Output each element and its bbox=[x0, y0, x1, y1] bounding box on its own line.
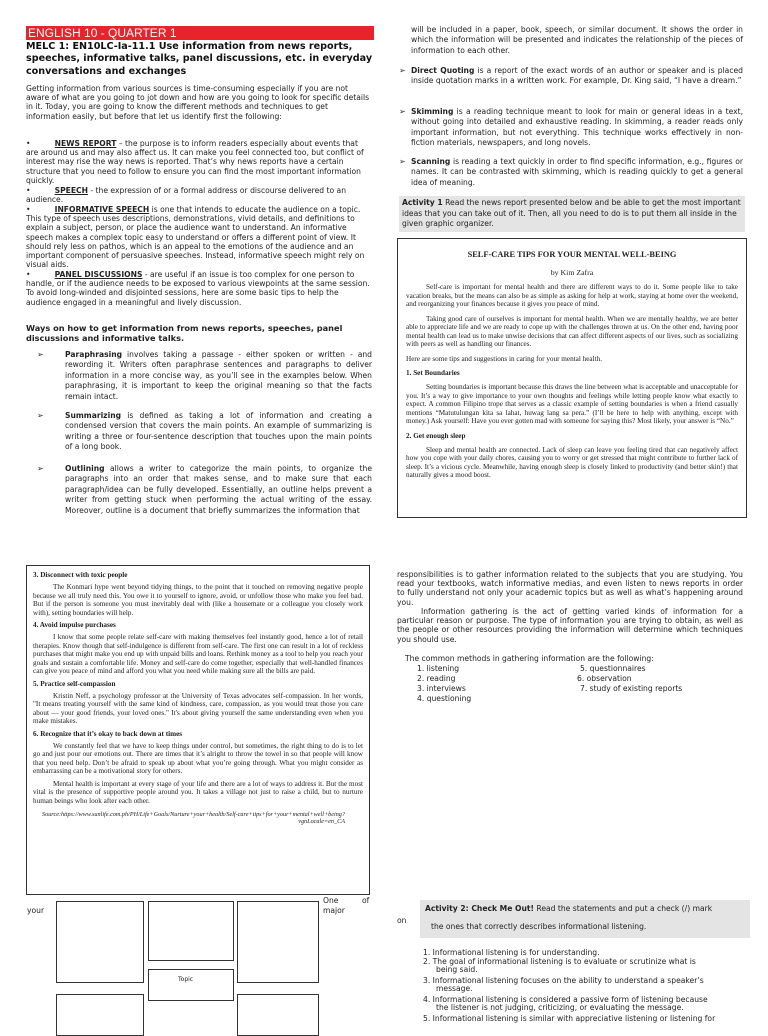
term-label: NEWS REPORT bbox=[54, 139, 117, 148]
activity-1-instructions bbox=[399, 196, 745, 232]
method-summarizing bbox=[26, 411, 372, 453]
activity-2-label: Activity 2: Check Me Out! bbox=[425, 904, 534, 913]
article-paragraph: Here are some tips and suggestions in caring for your mental health. bbox=[406, 354, 603, 363]
organizer-text-major: major bbox=[323, 906, 345, 915]
method-paraphrasing bbox=[26, 350, 372, 402]
definition-text: is one that intends to educate the audience on a topic. This type of speech uses descriptions, demonstrations, vivid details, and definitions to explain a subject, person, or place the audience want to understand. An informative speech makes a complex topic easy to understand or offers a different point of view. It should rely less on pathos, which is an appeal to the emotions of the audience and an important component of persuasive speeches. Instead, informative speech might rely on visual aids. bbox=[26, 205, 365, 270]
organizer-text-one: One bbox=[323, 896, 339, 905]
article-paragraph: The Konmari hype went beyond tidying things, to the point that it touched on removing negative people because we all truly need this. You owe it to yourself to ignore, avoid, or unfollow those who make you feel bad. But if the person is someone you must inevitably deal with (like a housemate or a colleague you closely work with), setting boundaries will help. bbox=[33, 583, 363, 617]
method-list-item: 6. observation bbox=[577, 674, 632, 683]
definition-text: - are useful if an issue is too complex for one person to handle, or if the audience needs to be exposed to various viewpoints at the same session. To avoid long-winded and disjointed sessions, here are some basic tips to help the audience engaged in a meaningful and lively discussion. bbox=[26, 270, 370, 307]
organizer-box-2[interactable] bbox=[148, 901, 234, 961]
arrow-bullet-icon: ➢ bbox=[399, 107, 406, 116]
term-label: Direct Quoting bbox=[411, 66, 475, 75]
method-text: allows a writer to categorize the main points, to organize the paragraphs into an order that makes sense, and to make sure that each paragraph/idea can be fully developed. Essentially, an outline helps prevent a writer from getting stuck when performing the actual writing of the essay. Moreover, outline is a document that briefly summarizes the information that bbox=[65, 464, 372, 515]
method-skimming bbox=[397, 107, 743, 149]
article-paragraph: Mental health is important at every stage of your life and there are a lot of ways to address it. But the most vital is the presence of supportive people around you. It takes a village not just to raise a child, but to nurture human beings who look after each other. bbox=[33, 779, 363, 805]
outline-continuation: will be included in a paper, book, speech, or similar document. It shows the order in which the information will be presented and indicates the relationship of the pieces of information to each other. bbox=[411, 25, 743, 55]
method-text: is a report of the exact words of an author or speaker and is placed inside quotation marks in a written work. For example, Dr. King said, “I have a dream.” bbox=[411, 66, 743, 86]
article-subheading: 2. Get enough sleep bbox=[406, 431, 466, 440]
news-article-continued-box bbox=[26, 565, 370, 895]
article-byline: by Kim Zafra bbox=[550, 268, 594, 277]
organizer-box-1[interactable] bbox=[56, 901, 144, 983]
method-list-item: 7. study of existing reports bbox=[580, 684, 683, 693]
statement-item[interactable] bbox=[423, 958, 743, 975]
method-text: is reading a text quickly in order to find specific information, e.g., figures or names. It can be contrasted with skimming, which is reading quickly to get a general idea of meaning. bbox=[411, 157, 743, 187]
intro-paragraph: Getting information from various sources is time-consuming especially if you are not aware of what are you going to jot down and how are you going to look for specific details in it. Today, you are going to know the different methods and techniques to get information easily, but before that let us identify first the following: bbox=[26, 84, 370, 121]
definition-text: - the expression of or a formal address or discourse delivered to an audience. bbox=[26, 186, 347, 205]
term-label: Summarizing bbox=[65, 411, 122, 420]
article-subheading: 3. Disconnect with toxic people bbox=[33, 571, 128, 579]
article-paragraph: Sleep and mental health are connected. Lack of sleep can leave you feeling tired that can negatively affect how you cope with your daily chores, causing you to worry or get stressed that might contribute to further lack of sleep. It’s a vicious cycle. Meanwhile, having enough sleep is closely linked to productivity (and better skin!) that naturally gives a mood boost. bbox=[406, 445, 738, 479]
article-source: Source:https://www.sunlife.com.ph/PH/Life+Goals/Nurture+your+health/Self-care+tips+for+your+mental+well+being?vgnLocale=en_CA bbox=[42, 811, 345, 826]
arrow-bullet-icon: ➢ bbox=[37, 464, 44, 473]
organizer-box-3[interactable] bbox=[237, 901, 319, 983]
arrow-bullet-icon: ➢ bbox=[37, 350, 44, 359]
statement-item[interactable] bbox=[423, 996, 743, 1013]
article-paragraph: We constantly feel that we have to keep things under control, but sometimes, the right thing to do is to let go and just pour our emotions out. There are times that it’s alright to throw the towel in so that people will know that you need help. Don’t be afraid to speak up about what you’re going through. What you might consider as embarrassing can be a motivational story for others. bbox=[33, 741, 363, 775]
article-subheading: 5. Practice self-compassion bbox=[33, 679, 116, 688]
article-subheading: 4. Avoid impulse purchases bbox=[33, 621, 116, 629]
organizer-topic-label: Topic bbox=[178, 976, 194, 983]
method-text: involves taking a passage - either spoken or written - and rewording it. Writers often paraphrase sentences and paragraphs to deliver information in a more concise way, as you’ll see in the examples below. When paraphrasing, it is important to keep the original meaning so that the facts remain intact. bbox=[65, 350, 372, 401]
article-paragraph: Self-care is important for mental health and there are different ways to do it. Some people like to take vacation breaks, but the means can also be as simple as asking for help at work, staying at home over the weekend, and reorganizing your finances because it gives you peace of mind. bbox=[406, 283, 738, 308]
article-subheading: 6. Recognize that it’s okay to back down at times bbox=[33, 729, 183, 738]
arrow-bullet-icon: ➢ bbox=[37, 411, 44, 420]
method-direct-quoting bbox=[397, 66, 743, 87]
information-gathering-paragraph: Information gathering is the act of getting varied kinds of information for a particular reason or purpose. The type of information you are trying to obtain, as well as the people or other resources providing the information will determine which techniques you should use. bbox=[397, 607, 743, 644]
method-text: is defined as taking a lot of information and creating a condensed version that covers the main points. An example of summarizing is writing a three or four-sentence description that touches upon the main points of a long book. bbox=[65, 411, 372, 452]
melc-heading: MELC 1: EN10LC-Ia-11.1 Use information from news reports, speeches, informative talks, panel discussions, etc. in everyday conversations and exchanges bbox=[26, 41, 373, 77]
activity-1-text: Read the news report presented below and be able to get the most important ideas that you can take out of it. Then, all you need to do is to put them all inside in the given graphic organizer. bbox=[402, 198, 741, 229]
definition-speech: • SPEECH - the expression of or a formal address or discourse delivered to an audience. bbox=[26, 186, 347, 205]
statement-text-continued: message. bbox=[436, 984, 473, 994]
statement-text: 1. Informational listening is for understanding. bbox=[423, 948, 600, 957]
arrow-bullet-icon: ➢ bbox=[399, 66, 406, 75]
statement-text-continued: the listener is not judging, criticizing, or evaluating the message. bbox=[436, 1003, 684, 1013]
responsibilities-paragraph: responsibilities is to gather information related to the subjects that you are studying. You read your textbooks, watch informative medias, and even listen to news reports in order to fully understand not only your academic topics but as well as what’s happening around you. bbox=[397, 570, 743, 607]
term-label: PANEL DISCUSSIONS bbox=[54, 270, 143, 279]
article-paragraph: I know that some people relate self-care with making themselves feel instantly good, hence a lot of retail therapies. Know though that self-indulgence is different from self-care. The first one can result in a lot of reckless purchases that might make you end up with unpaid bills and loans. Rethink money as a tool to help you reach your goals and sustain a comfortable life. Money and self-care do come together, especially that well-handled finances can give you peace of mind and afford you what you need while making sure all the bills are paid. bbox=[33, 633, 363, 675]
activity-2-instructions bbox=[420, 900, 750, 938]
article-paragraph: Kristin Neff, a psychology professor at the University of Texas advocates self-compassion. In her words, "It means treating yourself with the same kind of kindness, care, compassion, as you would treat those you care about — your good friends, your loved ones." It's about giving yourself the same understanding even when you make mistakes. bbox=[33, 691, 363, 725]
common-methods-intro: The common methods in gathering information are the following: bbox=[405, 654, 654, 663]
method-list-item: 4. questioning bbox=[417, 694, 472, 703]
method-scanning bbox=[397, 157, 743, 188]
definition-panel-discussions: • PANEL DISCUSSIONS - are useful if an issue is too complex for one person to handle, or if the audience needs to be exposed to various viewpoints at the same session. To avoid long-winded and disjointed sessions, here are some basic tips to help the audience engaged in a meaningful and lively discussion. bbox=[26, 270, 370, 307]
term-label: Skimming bbox=[411, 107, 454, 116]
organizer-topic-box[interactable] bbox=[148, 969, 234, 1001]
method-list-item: 1. listening bbox=[417, 664, 460, 673]
statement-text: 4. Informational listening is considered a passive form of listening because bbox=[423, 995, 708, 1004]
term-label: Scanning bbox=[411, 157, 451, 166]
term-label: INFORMATIVE SPEECH bbox=[54, 205, 150, 214]
organizer-box-5[interactable] bbox=[237, 994, 319, 1036]
activity-2-text: Read the statements and put a check (/) mark bbox=[533, 904, 713, 913]
definition-news-report: • NEWS REPORT – the purpose is to inform readers especially about events that are around us and may also affect us. It can make you feel connected too, but conflict of interest may rise the way news is reported. That’s why news reports have a certain structure that you need to follow to ensure you can find the most important information quickly. bbox=[26, 139, 364, 185]
method-list-item: 3. interviews bbox=[417, 684, 466, 693]
news-article-box bbox=[397, 238, 747, 518]
statement-text-continued: being said. bbox=[436, 965, 478, 975]
term-label: Outlining bbox=[65, 464, 105, 473]
ways-heading: Ways on how to get information from news reports, speeches, panel discussions and informative talks. bbox=[26, 323, 343, 344]
method-list-item: 2. reading bbox=[417, 674, 456, 683]
term-label: SPEECH bbox=[54, 186, 88, 195]
article-paragraph: Setting boundaries is important because this draws the line between what is acceptable and unacceptable for you. It’s a way to give importance to your own thoughts and feelings while letting people know what exactly to expect. A common Filipino trope that serves as a classic example of setting boundaries is when a friend casually mentions “Matutulungan kita sa lahat, huwag lang sa pera.” (I’ll be here to help with anything, except with money.) Ask yourself: Have you ever gotten mad with someone for saying this? Most likely, your answer is “No.” bbox=[406, 383, 738, 425]
article-paragraph: Taking good care of ourselves is important for mental health. When we are mentally healthy, we are better able to appreciate life and we are ready to cope up with the challenges thrown at us. On the other end, having poor mental health can lead us to make unwise decisions that can affect different aspects of our lives, such as socializing with peers as well as handling our finances. bbox=[406, 314, 738, 348]
article-title: SELF-CARE TIPS FOR YOUR MENTAL WELL-BEING bbox=[467, 250, 677, 259]
organizer-box-4[interactable] bbox=[56, 994, 144, 1036]
activity-2-text-line2: the ones that correctly describes informational listening. bbox=[431, 922, 647, 931]
method-list-item: 5. questionnaires bbox=[580, 664, 646, 673]
article-subheading: 1. Set Boundaries bbox=[406, 369, 460, 377]
organizer-text-your: your bbox=[27, 906, 45, 915]
organizer-text-of: of bbox=[362, 896, 370, 905]
method-text: is a reading technique meant to look for main or general ideas in a text, without going into detailed and exhaustive reading. In skimming, a reader reads only important information, but not everything. This technique works effectively in non-fiction materials, newspapers, and long novels. bbox=[411, 107, 743, 148]
statement-text: 5. Informational listening is similar with appreciative listening or listening for bbox=[423, 1014, 716, 1023]
statement-item[interactable] bbox=[423, 1015, 743, 1023]
definition-text: – the purpose is to inform readers especially about events that are around us and may also affect us. It can make you feel connected too, but conflict of interest may rise the way news is reported. That’s why news reports have a certain structure that you need to follow to ensure you can find the most important information quickly. bbox=[26, 139, 364, 185]
activity-1-label: Activity 1 bbox=[402, 198, 443, 207]
method-outlining bbox=[26, 464, 372, 516]
statement-item[interactable] bbox=[423, 977, 743, 994]
activity-2-on-text: on bbox=[397, 916, 407, 925]
quarter-banner: ENGLISH 10 - QUARTER 1 bbox=[26, 26, 374, 40]
definition-informative-speech: • INFORMATIVE SPEECH is one that intends to educate the audience on a topic. This type of speech uses descriptions, demonstrations, vivid details, and definitions to explain a subject, person, or place the audience want to understand. An informative speech makes a complex topic easy to understand or offers a different point of view. It should rely less on pathos, which is an appeal to the emotions of the audience and an important component of persuasive speeches. Instead, informative speech might rely on visual aids. bbox=[26, 205, 365, 270]
arrow-bullet-icon: ➢ bbox=[399, 157, 406, 166]
term-label: Paraphrasing bbox=[65, 350, 123, 359]
statement-text: 3. Informational listening focuses on the ability to understand a speaker’s bbox=[423, 976, 704, 985]
statement-text: 2. The goal of informational listening is to evaluate or scrutinize what is bbox=[423, 957, 696, 966]
